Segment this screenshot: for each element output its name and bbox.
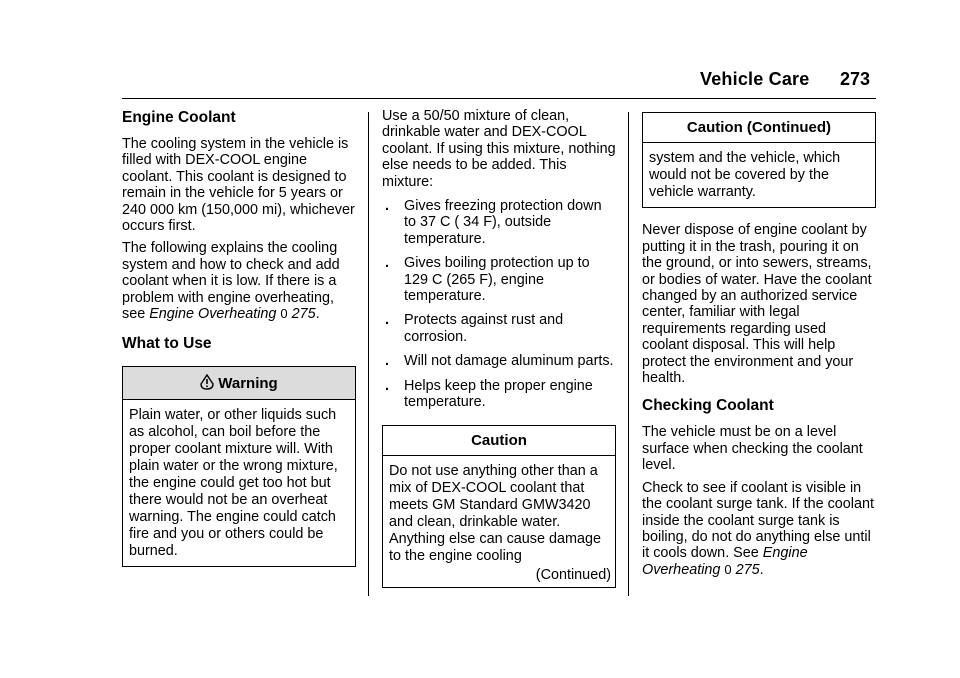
list-item-text: Helps keep the proper engine temperature. (404, 377, 593, 411)
list-item (382, 255, 616, 304)
warning-header (123, 367, 355, 399)
bullet-marker: . (385, 312, 389, 329)
check-coolant-text: Check to see if coolant is visible in the coolant surge tank. If the coolant inside the coolant surge tank is boiling, do not do anything else until it cools down. See (642, 479, 874, 562)
bullet-marker: . (385, 198, 389, 215)
check-coolant-paragraph: Check to see if coolant is visible in the coolant surge tank. If the coolant inside the coolant surge tank is boiling, do not do anything else until it cools down. See Engine Overheating 0 275. (642, 479, 874, 578)
caution-continued-body: system and the vehicle, which would not be covered by the vehicle warranty. (649, 150, 841, 201)
page-ref-icon: 0 (724, 561, 732, 577)
list-item-text: Protects against rust and corrosion. (404, 312, 564, 345)
heading-engine-coolant: Engine Coolant (122, 109, 236, 126)
column-divider-1 (368, 112, 369, 596)
caution-continued-label: (Continued) (535, 566, 611, 583)
list-item-text: Gives freezing protection down to 37 C ( 34 F), outside temperature. (404, 198, 602, 247)
list-item-text: Gives boiling protection up to 129 C (265 F), engine temperature. (404, 255, 590, 305)
cooling-explanation-paragraph: The following explains the cooling system and how to check and add coolant when it is low. If there is a problem with engine overheating, see Engine Overheating 0 275. (122, 240, 340, 323)
list-item (382, 198, 616, 247)
warning-box (122, 366, 356, 566)
caution-box (382, 425, 616, 589)
heading-what-to-use: What to Use (122, 335, 212, 353)
mixture-benefits-list (382, 198, 616, 410)
bullet-marker: . (385, 255, 389, 272)
mixture-intro-paragraph: Use a 50/50 mixture of clean, drinkable water and DEX-COOL coolant. If using this mixture, nothing else needs to be added. This mixture: (382, 108, 616, 190)
list-item-text: Will not damage aluminum parts. (404, 353, 614, 370)
engine-overheating-page-2[interactable]: 275 (735, 561, 760, 578)
caution-continued-header: Caution (Continued) (643, 113, 875, 143)
coolant-disposal-paragraph: Never dispose of engine coolant by putting it in the trash, pouring it on the ground, or into sewers, streams, or bodies of water. Have the coolant changed by an authorized service center, familiar with legal requirements regarding used coolant disposal. This will help protect the environment and your health. (642, 222, 872, 387)
caution-body: Do not use anything other than a mix of DEX-COOL coolant that meets GM Standard GMW3420 and clean, drinkable water. Anything else can cause damage to the engine cooling (389, 462, 602, 564)
page-ref-icon: 0 (280, 306, 288, 322)
page-number: 273 (840, 69, 871, 89)
caution-header: Caution (383, 426, 615, 456)
coolant-intro-paragraph: The cooling system in the vehicle is filled with DEX-COOL engine coolant. This coolant is designed to remain in the vehicle for 5 years or 240 000 km (150,000 mi), whichever occurs first. (122, 136, 355, 235)
engine-overheating-page[interactable]: 275 (291, 306, 316, 323)
caution-continued-box (642, 112, 876, 208)
page-header-title: Vehicle Care (700, 69, 810, 89)
column-3 (642, 108, 876, 584)
column-2 (382, 108, 616, 588)
level-surface-paragraph: The vehicle must be on a level surface when checking the coolant level. (642, 424, 863, 474)
list-item (382, 353, 616, 369)
heading-checking-coolant: Checking Coolant (642, 397, 774, 415)
column-1 (122, 108, 356, 567)
warning-icon (200, 374, 214, 391)
engine-overheating-link[interactable]: Engine Overheating (149, 306, 277, 323)
list-item (382, 378, 616, 411)
list-item (382, 312, 616, 345)
cooling-explanation-text: The following explains the cooling system and how to check and add coolant when it is low. If there is a problem with engine overheating, see (122, 240, 340, 323)
engine-overheating-link-2[interactable]: Engine Overheating (642, 545, 808, 578)
column-divider-2 (628, 112, 629, 596)
bullet-marker: . (385, 377, 389, 394)
warning-title: Warning (218, 375, 278, 393)
header-rule (122, 98, 876, 99)
warning-body: Plain water, or other liquids such as alcohol, can boil before the proper coolant mixture will. With plain water or the wrong mixture, the engine could get too hot but there would not be an overheat warning. The engine could catch fire and you or others could be burned. (129, 406, 338, 559)
bullet-marker: . (385, 353, 389, 370)
